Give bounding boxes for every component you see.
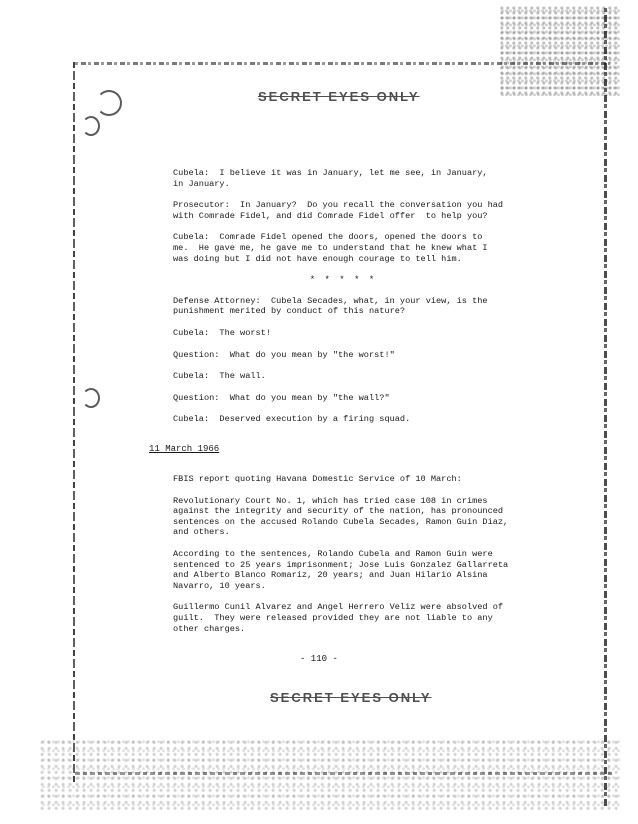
transcript-paragraph: Cubela: I believe it was in January, let me see, in January, in January. (173, 168, 488, 189)
transcript-paragraph: Prosecutor: In January? Do you recall the conversation you had with Comrade Fidel, and did Comrade Fidel offer to help you? (173, 200, 504, 221)
scan-edge (604, 8, 607, 808)
report-paragraph: FBIS report quoting Havana Domestic Service of 10 March: (173, 474, 462, 484)
punch-hole-mark (82, 116, 100, 136)
transcript-paragraph: Question: What do you mean by "the wall?" (173, 392, 390, 403)
transcript-paragraph: Defense Attorney: Cubela Secades, what, in your view, is the punishment merited by conduct of this nature? (173, 295, 488, 317)
page-number: - 110 - (300, 654, 338, 664)
date-heading: 11 March 1966 (149, 444, 220, 454)
scan-edge (73, 62, 75, 782)
transcript-paragraph: Cubela: The wall. (173, 371, 266, 382)
section-separator: * * * * * (309, 275, 377, 286)
scan-smudge (500, 6, 620, 96)
transcript-section (173, 168, 513, 436)
report-section (173, 474, 513, 645)
transcript-paragraph: Cubela: Comrade Fidel opened the doors, opened the doors to me. He gave me, he gave me to understand that he knew what I was doing but I did not have enough courage to tell him. (173, 232, 488, 264)
classification-stamp-footer: SECRET EYES ONLY (270, 690, 432, 705)
report-paragraph: Revolutionary Court No. 1, which has tried case 108 in crimes against the integrity and security of the nation, has pronounced sentences on the accused Rolando Cubela Secades, Ramon Guin Diaz, and others. (173, 495, 509, 538)
transcript-paragraph: Cubela: The worst! (173, 327, 271, 338)
transcript-paragraph: Cubela: Deserved execution by a firing squad. (173, 414, 411, 425)
scan-edge (75, 62, 610, 65)
classification-stamp-header: SECRET EYES ONLY (258, 89, 420, 104)
transcript-paragraph: Question: What do you mean by "the worst!" (173, 349, 395, 360)
punch-hole-mark (96, 90, 122, 116)
scan-edge (75, 772, 615, 775)
punch-hole-mark (82, 388, 100, 408)
scan-smudge (40, 740, 620, 810)
report-paragraph: According to the sentences, Rolando Cubela and Ramon Guin were sentenced to 25 years imprisonment; Jose Luis Gonzalez Gallarreta and Alberto Blanco Romariz, 20 years; and Juan Hilario Alsina Navarro, 10 years. (173, 548, 509, 591)
report-paragraph: Guillermo Cunil Alvarez and Angel Herrero Veliz were absolved of guilt. They were released provided they are not liable to any other charges. (173, 602, 504, 634)
